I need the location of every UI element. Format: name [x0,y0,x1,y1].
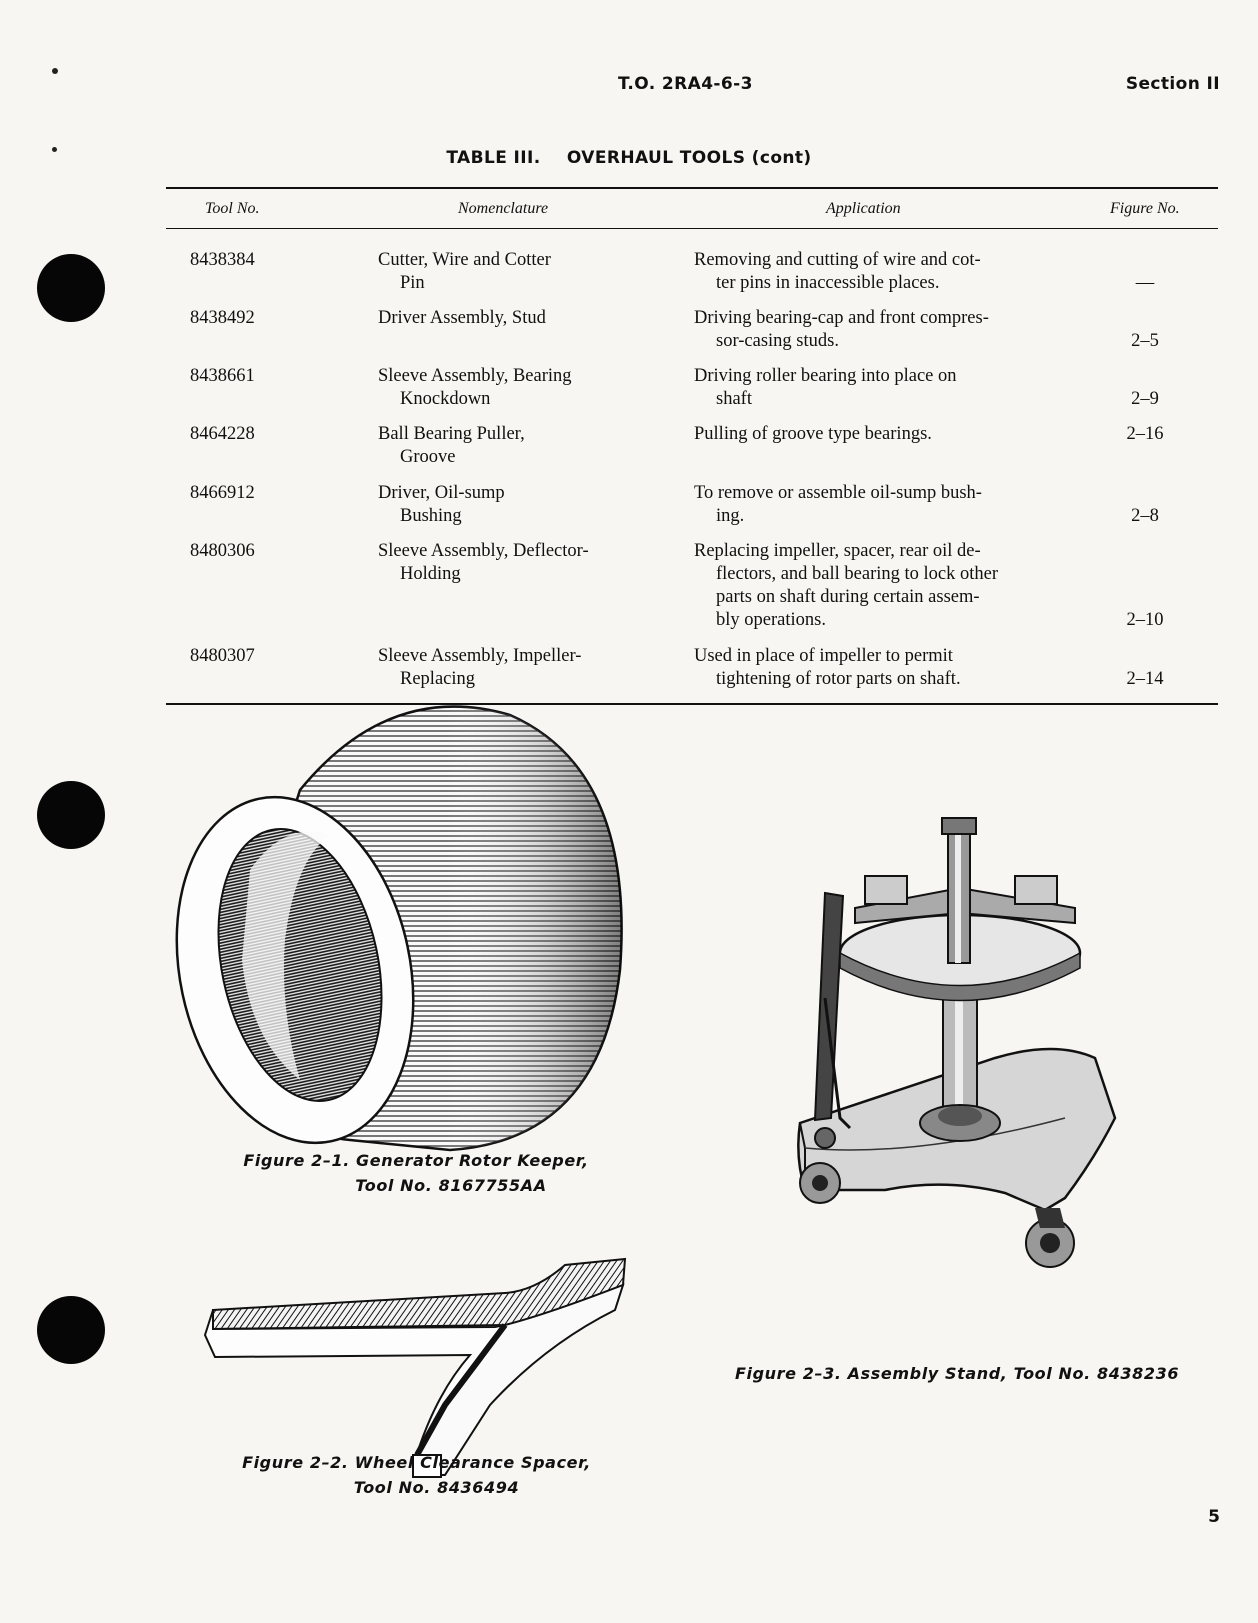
caption-line: Figure 2–3. Assembly Stand, Tool No. 8438236 [735,1364,1180,1383]
application-line: ter pins in inaccessible places. [716,273,940,293]
nomenclature [378,482,638,528]
nomenclature-line: Driver Assembly, Stud [378,308,546,328]
nomenclature-line: Cutter, Wire and Cotter [378,250,551,270]
nomenclature [378,540,638,586]
nomenclature [378,249,638,295]
nomenclature-line: Holding [400,564,461,584]
application-line: flectors, and ball bearing to lock other [716,564,999,584]
tool-number: 8438384 [190,250,255,270]
application [694,249,1054,295]
table-top-rule [166,187,1218,189]
figure-number: 2–5 [1131,331,1159,351]
application [694,482,1054,528]
application-line: To remove or assemble oil-sump bush- [694,483,982,503]
application-line: shaft [716,389,752,409]
application-line: tightening of rotor parts on shaft. [716,669,961,689]
binder-hole-top [37,254,105,322]
assembly-stand-illustration [795,818,1155,1288]
table-number: TABLE III. [446,148,541,168]
application-line: Replacing impeller, spacer, rear oil de- [694,541,981,561]
section-label: Section II [1125,74,1220,94]
tool-number: 8466912 [190,483,255,503]
nomenclature-line: Pin [400,273,425,293]
application-line: bly operations. [716,610,826,630]
application-line: ing. [716,506,745,526]
column-header-figure-no: Figure No. [1110,200,1180,217]
table-bottom-rule [166,703,1218,705]
nomenclature-line: Groove [400,447,456,467]
application-line: sor-casing studs. [716,331,839,351]
nomenclature-line: Sleeve Assembly, Bearing [378,366,572,386]
nomenclature-line: Replacing [400,669,476,689]
application-line: Driving roller bearing into place on [694,366,957,386]
nomenclature-line: Knockdown [400,389,491,409]
caption-line: Figure 2–1. Generator Rotor Keeper, [243,1151,589,1170]
figure-number: 2–10 [1126,610,1164,630]
nomenclature [378,645,638,691]
header-rule [166,228,1218,229]
figure-2-1-caption [226,1148,606,1198]
tool-number: 8438492 [190,308,255,328]
document-number: T.O. 2RA4-6-3 [618,74,753,94]
application [694,307,1054,353]
table-name: OVERHAUL TOOLS (cont) [566,148,812,168]
figure-2-2-caption [224,1450,609,1500]
nomenclature [378,307,638,330]
tool-number: 8438661 [190,366,255,386]
tool-number: 8480306 [190,541,255,561]
binder-hole-middle [37,781,105,849]
tool-number: 8464228 [190,424,255,444]
application-line: Used in place of impeller to permit [694,646,953,666]
scan-speck [52,68,58,74]
figure-number: 2–8 [1131,506,1159,526]
nomenclature [378,365,638,411]
application-line: Pulling of groove type bearings. [694,424,932,444]
caption-line: Tool No. 8436494 [353,1478,520,1497]
application [694,540,1054,632]
binder-hole-bottom [37,1296,105,1364]
caption-line: Tool No. 8167755AA [355,1176,547,1195]
application-line: Removing and cutting of wire and cot- [694,250,981,270]
table-title [0,148,1258,168]
figure-number: 2–14 [1126,669,1164,689]
column-header-application: Application [826,200,901,217]
nomenclature-line: Sleeve Assembly, Impeller- [378,646,582,666]
column-header-nomenclature: Nomenclature [458,200,549,217]
caption-line: Figure 2–2. Wheel Clearance Spacer, [242,1453,591,1472]
application-line: Driving bearing-cap and front compres- [694,308,989,328]
column-header-tool-no: Tool No. [205,200,260,217]
figure-2-3-caption [735,1361,1195,1386]
nomenclature-line: Ball Bearing Puller, [378,424,525,444]
tool-number: 8480307 [190,646,255,666]
application [694,423,1054,446]
generator-rotor-keeper-illustration [190,710,650,1150]
figure-number: — [1135,273,1155,293]
nomenclature-line: Bushing [400,506,462,526]
page-number: 5 [1208,1507,1220,1527]
application-line: parts on shaft during certain assem- [716,587,980,607]
application [694,365,1054,411]
figure-number: 2–9 [1131,389,1159,409]
nomenclature-line: Driver, Oil-sump [378,483,505,503]
figure-number: 2–16 [1126,424,1164,444]
nomenclature-line: Sleeve Assembly, Deflector- [378,541,589,561]
application [694,645,1054,691]
nomenclature [378,423,638,469]
